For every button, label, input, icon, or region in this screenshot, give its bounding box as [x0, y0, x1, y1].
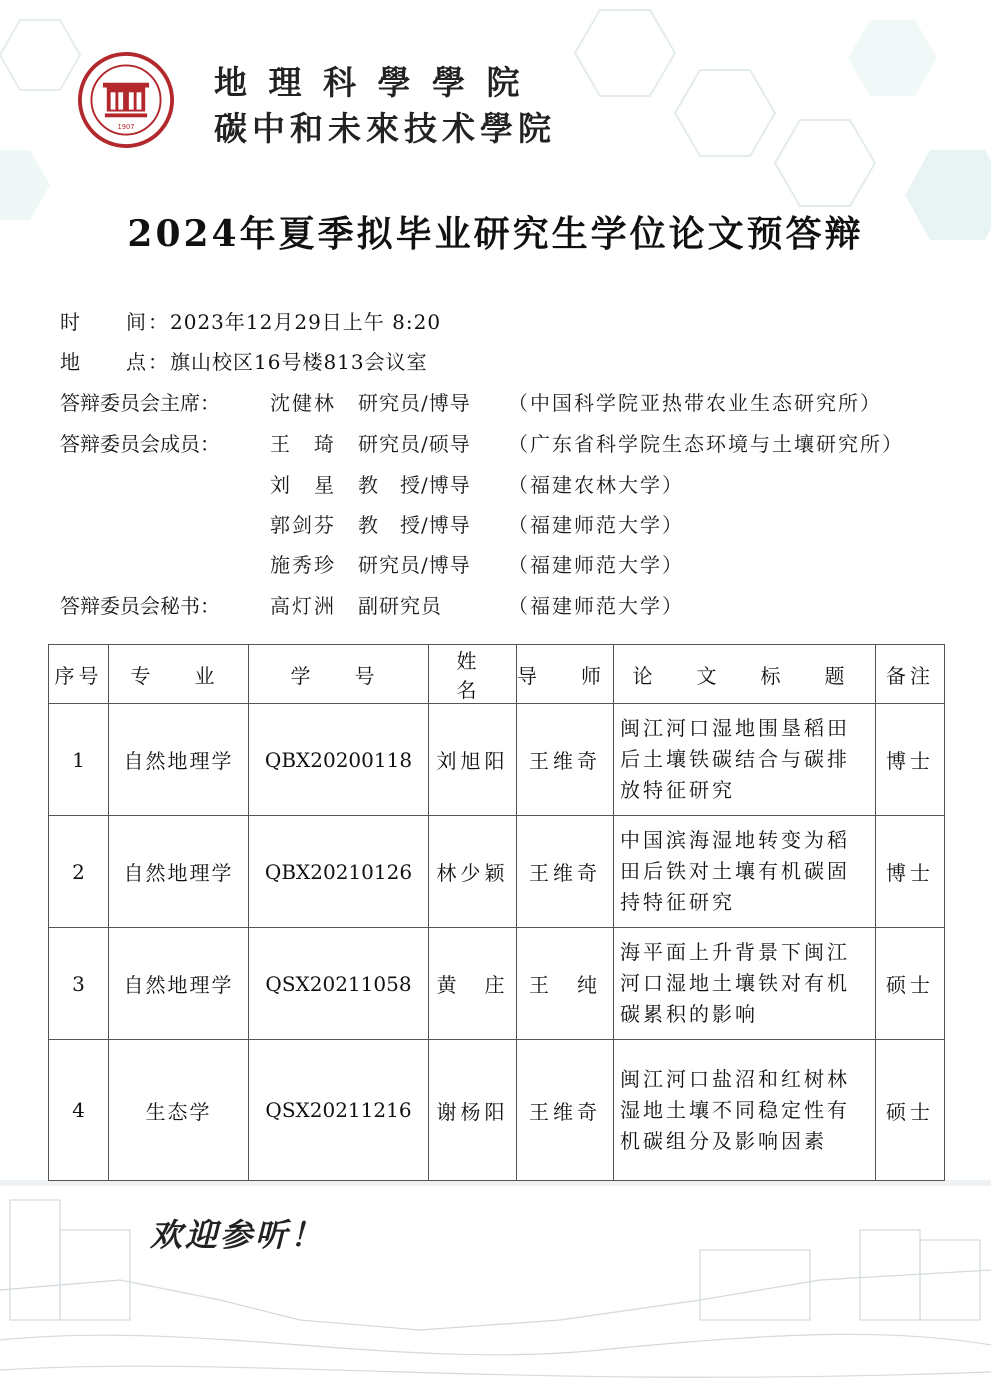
row-advisor: 王维奇 — [517, 1040, 614, 1181]
member-name: 刘 星 — [270, 473, 336, 497]
chair-name: 沈健林 — [270, 391, 336, 415]
chair-entry — [270, 386, 882, 420]
row-major: 生态学 — [109, 1040, 249, 1181]
row-thesis-title: 闽江河口湿地围垦稻田后土壤铁碳结合与碳排放特征研究 — [614, 704, 876, 816]
member-title: 研究员/硕导 — [358, 432, 471, 456]
time-label: 时 间： — [60, 310, 170, 334]
page-title: 2024年夏季拟毕业研究生学位论文预答辩 — [127, 213, 864, 255]
row-student-id: QBX20210126 — [249, 816, 429, 928]
chair-org: （中国科学院亚热带农业生态研究所） — [508, 391, 882, 415]
member-title: 研究员/博导 — [358, 553, 471, 577]
chair-title: 研究员/博导 — [358, 391, 471, 415]
row-no: 4 — [49, 1040, 109, 1181]
place-value: 旗山校区16号楼813会议室 — [170, 350, 428, 374]
defense-schedule-table — [48, 644, 945, 1181]
row-advisor: 王 纯 — [517, 928, 614, 1040]
chair-label: 答辩委员会主席： — [60, 391, 220, 415]
member-name: 施秀珍 — [270, 553, 336, 577]
member-entry — [270, 468, 684, 502]
row-major: 自然地理学 — [109, 928, 249, 1040]
table-row — [49, 704, 945, 816]
row-student-id: QBX20200118 — [249, 704, 429, 816]
row-no: 1 — [49, 704, 109, 816]
row-thesis-title: 闽江河口盐沼和红树林湿地土壤不同稳定性有机碳组分及影响因素 — [614, 1040, 876, 1181]
member-org: （福建师范大学） — [508, 513, 684, 537]
svg-text:1907: 1907 — [117, 122, 135, 131]
place-label: 地 点： — [60, 350, 170, 374]
row-no: 2 — [49, 816, 109, 928]
member-name: 郭剑芬 — [270, 513, 336, 537]
member-entry — [270, 508, 684, 542]
place-row — [60, 345, 428, 379]
members-label: 答辩委员会成员： — [60, 432, 220, 456]
time-value: 2023年12月29日上午 8:20 — [170, 310, 442, 334]
row-name: 林少颖 — [429, 816, 517, 928]
row-student-id: QSX20211216 — [249, 1040, 429, 1181]
table-header-row — [49, 645, 945, 704]
member-entry — [270, 548, 684, 582]
member-title: 教 授/博导 — [358, 473, 471, 497]
secretary-title: 副研究员 — [358, 594, 442, 618]
row-advisor: 王维奇 — [517, 704, 614, 816]
member-org: （福建师范大学） — [508, 553, 684, 577]
table-row — [49, 816, 945, 928]
row-major: 自然地理学 — [109, 816, 249, 928]
col-header-advisor: 导 师 — [517, 645, 614, 704]
member-org: （福建农林大学） — [508, 473, 684, 497]
member-org: （广东省科学院生态环境与土壤研究所） — [508, 432, 904, 456]
row-note: 博士 — [876, 704, 945, 816]
row-advisor: 王维奇 — [517, 816, 614, 928]
row-student-id: QSX20211058 — [249, 928, 429, 1040]
col-header-note: 备注 — [876, 645, 945, 704]
row-note: 硕士 — [876, 928, 945, 1040]
school-name-geography: 地 理 科 學 學 院 — [214, 63, 525, 102]
time-row — [60, 305, 441, 339]
row-name: 刘旭阳 — [429, 704, 517, 816]
welcome-message: 欢迎参听！ — [150, 1216, 326, 1254]
row-name: 黄 庄 — [429, 928, 517, 1040]
university-logo — [78, 52, 174, 148]
row-no: 3 — [49, 928, 109, 1040]
table-row — [49, 1040, 945, 1181]
row-major: 自然地理学 — [109, 704, 249, 816]
col-header-no: 序号 — [49, 645, 109, 704]
member-name: 王 琦 — [270, 432, 336, 456]
header — [78, 52, 578, 152]
row-thesis-title: 中国滨海湿地转变为稻田后铁对土壤有机碳固持特征研究 — [614, 816, 876, 928]
row-name: 谢杨阳 — [429, 1040, 517, 1181]
row-thesis-title: 海平面上升背景下闽江河口湿地土壤铁对有机碳累积的影响 — [614, 928, 876, 1040]
secretary-entry — [270, 589, 684, 623]
school-name-carbon: 碳中和未來技术學院 — [214, 109, 556, 148]
member-title: 教 授/博导 — [358, 513, 471, 537]
col-header-student-id: 学 号 — [249, 645, 429, 704]
col-header-major: 专 业 — [109, 645, 249, 704]
member-entry — [270, 427, 904, 461]
col-header-name: 姓 名 — [429, 645, 517, 704]
row-note: 硕士 — [876, 1040, 945, 1181]
table-row — [49, 928, 945, 1040]
col-header-thesis-title: 论 文 标 题 — [614, 645, 876, 704]
row-note: 博士 — [876, 816, 945, 928]
secretary-org: （福建师范大学） — [508, 594, 684, 618]
secretary-name: 高灯洲 — [270, 594, 336, 618]
secretary-label: 答辩委员会秘书： — [60, 594, 220, 618]
